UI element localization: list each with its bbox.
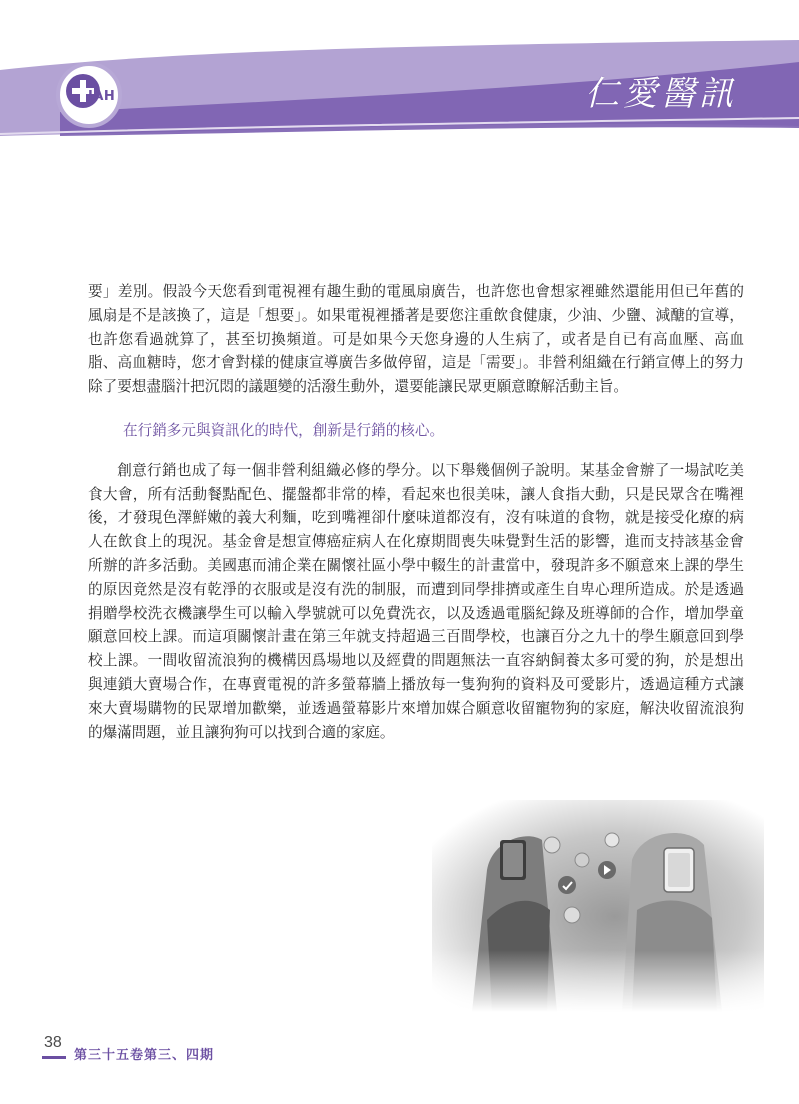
logo-text: JAH (88, 89, 116, 104)
article-body (88, 280, 744, 744)
page-number: 38 (44, 1034, 62, 1051)
brand-title: 仁愛醫訊 (585, 74, 737, 114)
people-with-smartphones-photo (432, 800, 764, 1012)
article-paragraph: 創意行銷也成了每一個非營利組織必修的學分。以下舉幾個例子說明。某基金會辦了一場試吃美食大會，所有活動餐點配色、擺盤都非常的棒，看起來也很美味，讓人食指大動，只是民眾含在嘴裡後，才發現色澤鮮嫩的義大利麵，吃到嘴裡卻什麼味道都沒有，沒有味道的食物，就是接受化療的病人在飲食上的現況。基金會是想宣傳癌症病人在化療期間喪失味覺對生活的影響，進而支持該基金會所辦的許多活動。美國惠而浦企業在關懷社區小學中輟生的計畫當中，發現許多不願意來上課的學生的原因竟然是沒有乾淨的衣服或是沒有洗的制服，而遭到同學排擠或產生自卑心理所造成。於是透過捐贈學校洗衣機讓學生可以輸入學號就可以免費洗衣，以及透過電腦紀錄及班導師的合作，增加學童願意回校上課。而這項關懷計畫在第三年就支持超過三百間學校，也讓百分之九十的學生願意回到學校上課。一間收留流浪狗的機構因爲場地以及經費的問題無法一直容納飼養太多可愛的狗，於是想出與連鎖大賣場合作，在專賣電視的許多螢幕牆上播放每一隻狗狗的資料及可愛影片，透過這種方式讓來大賣場購物的民眾增加歡樂，並透過螢幕影片來增加媒合願意收留寵物狗的家庭，解決收留流浪狗的爆滿問題，並且讓狗狗可以找到合適的家庭。 (88, 461, 744, 741)
jah-logo (56, 62, 122, 128)
issue-label: 第三十五卷第三、四期 (74, 1048, 215, 1063)
footer-accent-bar (42, 1056, 66, 1059)
article-paragraph: 要」差別。假設今天您看到電視裡有趣生動的電風扇廣告，也許您也會想家裡雖然還能用但已年舊的風扇是不是該換了，這是「想要」。如果電視裡播著是要您注重飲食健康，少油、少鹽、減醣的宣導，也許您看過就算了，甚至切換頻道。可是如果今天您身邊的人生病了，或者是自已有高血壓、高血脂、高血糖時，您才會對樣的健康宣導廣告多做停留，這是「需要」。非營利組織在行銷宣傳上的努力除了要想盡腦汁把沉悶的議題變的活潑生動外，還要能讓民眾更願意瞭解活動主旨。 (88, 283, 744, 396)
article-subheading: 在行銷多元與資訊化的時代，創新是行銷的核心。 (123, 421, 445, 439)
